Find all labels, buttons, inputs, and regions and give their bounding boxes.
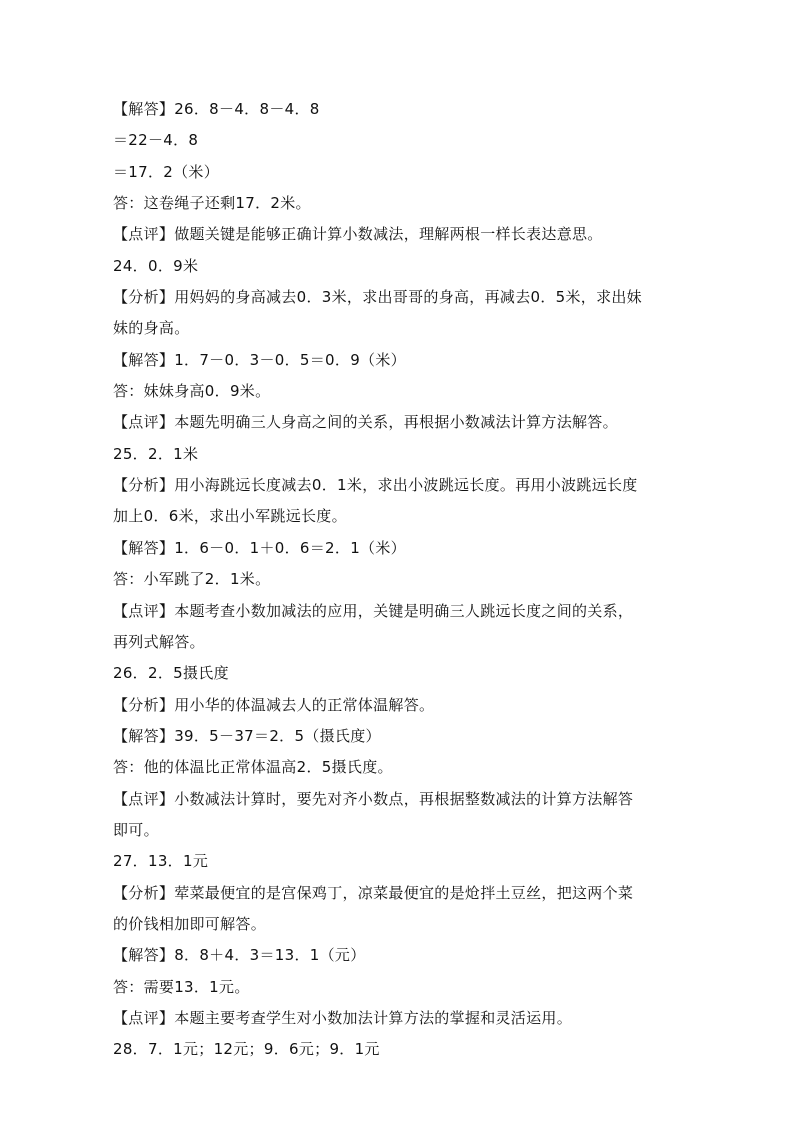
text-line: 【解答】1．6－0．1＋0．6＝2．1（米）	[113, 538, 406, 557]
question-heading: 24．0．9米	[113, 256, 199, 275]
text-line: 的价钱相加即可解答。	[113, 914, 267, 933]
text-line: 【解答】39．5－37＝2．5（摄氏度）	[113, 726, 381, 745]
text-line: 答：妹妹身高0．9米。	[113, 382, 271, 401]
text-line: 【点评】本题主要考查学生对小数加法计算方法的掌握和灵活运用。	[113, 1008, 573, 1027]
question-heading: 25．2．1米	[113, 444, 199, 463]
text-line: 【分析】用小华的体温减去人的正常体温解答。	[113, 695, 435, 714]
text-line: ＝17．2（米）	[113, 162, 220, 181]
text-line: 【点评】小数减法计算时，要先对齐小数点，再根据整数减法的计算方法解答	[113, 789, 634, 808]
text-line: 【点评】做题关键是能够正确计算小数减法，理解两根一样长表达意思。	[113, 225, 603, 244]
text-line: 【解答】8．8＋4．3＝13．1（元）	[113, 946, 366, 965]
text-line: 加上0．6米，求出小军跳远长度。	[113, 507, 347, 526]
text-line: 【点评】本题先明确三人身高之间的关系，再根据小数减法计算方法解答。	[113, 413, 618, 432]
text-line: 【分析】用妈妈的身高减去0．3米，求出哥哥的身高，再减去0．5米，求出妹	[113, 288, 642, 307]
text-line: 【点评】本题考查小数加减法的应用，关键是明确三人跳远长度之间的关系，	[113, 601, 634, 620]
text-line: 答：小军跳了2．1米。	[113, 570, 271, 589]
question-heading: 28．7．1元；12元；9．6元；9．1元	[113, 1040, 380, 1059]
text-line: 再列式解答。	[113, 632, 205, 651]
text-line: 【分析】荤菜最便宜的是宫保鸡丁，凉菜最便宜的是炝拌土豆丝，把这两个菜	[113, 883, 634, 902]
question-heading: 26．2．5摄氏度	[113, 664, 229, 683]
question-heading: 27．13．1元	[113, 852, 209, 871]
text-line: 妹的身高。	[113, 319, 190, 338]
text-line: 答：他的体温比正常体温高2．5摄氏度。	[113, 758, 393, 777]
text-line: 【解答】26．8－4．8－4．8	[113, 100, 320, 118]
text-line: ＝22－4．8	[113, 131, 199, 150]
text-line: 【解答】1．7－0．3－0．5＝0．9（米）	[113, 350, 406, 369]
text-line: 答：这卷绳子还剩17．2米。	[113, 194, 311, 213]
text-line: 【分析】用小海跳远长度减去0．1米，求出小波跳远长度。再用小波跳远长度	[113, 476, 638, 495]
text-line: 即可。	[113, 820, 159, 839]
document-page	[113, 94, 693, 1066]
text-line: 答：需要13．1元。	[113, 977, 250, 996]
